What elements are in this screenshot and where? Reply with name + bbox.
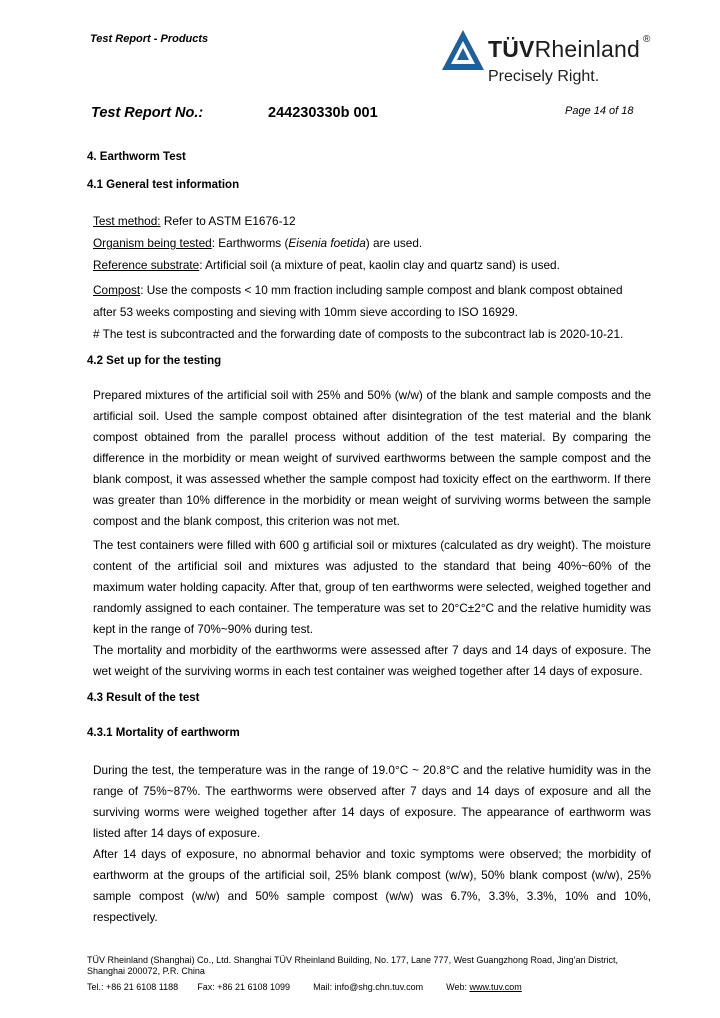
- compost-line-2: after 53 weeks composting and sieving with 10mm sieve according to ISO 16929.: [93, 305, 518, 319]
- section-4-3-1-heading: 4.3.1 Mortality of earthworm: [87, 727, 240, 739]
- section-4-2-heading: 4.2 Set up for the testing: [87, 355, 222, 367]
- section-4-1-heading: 4.1 General test information: [87, 179, 240, 191]
- page-number: Page 14 of 18: [565, 105, 634, 117]
- footer-address-line-2: Shanghai 200072, P.R. China: [87, 966, 205, 976]
- footer-address-line-1: TÜV Rheinland (Shanghai) Co., Ltd. Shanghai TÜV Rheinland Building, No. 177, Lane 777, West Guangzhong Road, Jing’an District,: [87, 955, 618, 965]
- reference-substrate-line: Reference substrate: Artificial soil (a mixture of peat, kaolin clay and quartz sand) is used.: [93, 258, 560, 272]
- organism-line: Organism being tested: Earthworms (Eisenia foetida) are used.: [93, 236, 423, 250]
- logo-wordmark: TÜVRheinland ®: [488, 34, 651, 62]
- setup-paragraph-1: Prepared mixtures of the artificial soil with 25% and 50% (w/w) of the blank and sample composts and the artificial soil. Used the sample compost obtained after disintegration of the test material and the blank compost obtained from the parallel process without addition of the test material. By comparing the difference in the morbidity or mean weight of survived earthworms between the sample compost and the blank compost, it was assessed whether the sample compost had toxicity effect on the earthworm. If there was greater than 10% difference in the morbidity or mean weight of surviving worms between the sample compost and the blank compost, this criterion was not met.: [93, 388, 651, 528]
- footer-tel: Tel.: +86 21 6108 1188: [87, 982, 179, 992]
- compost-line: Compost: Use the composts < 10 mm fraction including sample compost and blank compost obtained: [93, 283, 623, 297]
- tuv-triangle-icon: [440, 28, 486, 72]
- footer-contact: [87, 982, 522, 993]
- report-number-label: Test Report No.:: [91, 105, 204, 121]
- mortality-paragraph-2: After 14 days of exposure, no abnormal behavior and toxic symptoms were observed; the morbidity of earthworm at the groups of the artificial soil, 25% blank compost (w/w), 50% blank compost (w/w), 25% sample compost (w/w) and 50% sample compost (w/w) was 6.7%, 3.3%, 3.3%, 10% and 10%, respectively.: [93, 847, 651, 924]
- setup-paragraph-3: The mortality and morbidity of the earthworms were assessed after 7 days and 14 days of exposure. The wet weight of the surviving worms in each test container was weighed together after 14 days of exposure.: [93, 643, 651, 678]
- subcontract-note: # The test is subcontracted and the forwarding date of composts to the subcontract lab is 2020-10-21.: [93, 327, 624, 341]
- test-method-line: Test method: Refer to ASTM E1676-12: [93, 214, 296, 228]
- section-4-heading: 4. Earthworm Test: [87, 151, 186, 163]
- footer-fax: Fax: +86 21 6108 1099: [197, 982, 291, 992]
- mortality-paragraph-1: During the test, the temperature was in the range of 19.0°C ~ 20.8°C and the relative humidity was in the range of 75%~87%. The earthworms were observed after 7 days and 14 days of exposure and all the surviving worms were weighed together after 14 days of exposure. The appearance of earthworm was listed after 14 days of exposure.: [93, 763, 651, 840]
- footer-address: [87, 955, 618, 977]
- footer-web-link[interactable]: www.tuv.com: [469, 982, 522, 992]
- section-4-3-heading: 4.3 Result of the test: [87, 692, 200, 704]
- report-number: 244230330b 001: [268, 105, 378, 121]
- document-type-label: Test Report - Products: [90, 33, 209, 45]
- footer-web-label: Web:: [446, 982, 470, 992]
- logo-tagline: Precisely Right.: [488, 68, 600, 85]
- setup-paragraph-2: The test containers were filled with 600 g artificial soil or mixtures (calculated as dry weight). The moisture content of the artificial soil and mixtures was adjusted to the standard that being 40%~60% of the maximum water holding capacity. After that, group of ten earthworms were selected, weighed together and randomly assigned to each container. The temperature was set to 20°C±2°C and the relative humidity was kept in the range of 70%~90% during test.: [93, 538, 651, 636]
- tuv-rheinland-logo: [440, 26, 690, 92]
- footer-mail: Mail: info@shg.chn.tuv.com: [313, 982, 424, 992]
